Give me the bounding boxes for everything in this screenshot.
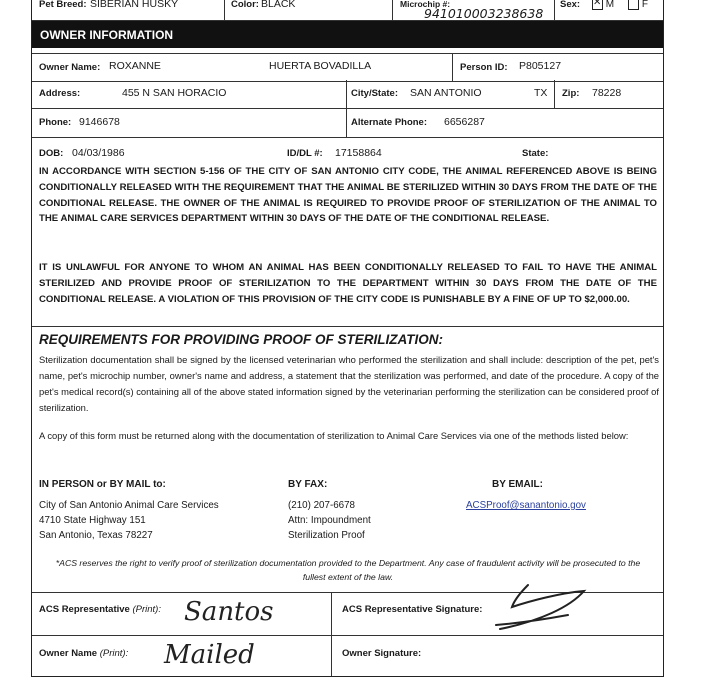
phone-value: 9146678: [79, 116, 120, 128]
mail-line-3: San Antonio, Texas 78227: [39, 530, 153, 541]
address-label: Address:: [39, 88, 81, 99]
city-state-label: City/State:: [351, 88, 398, 99]
microchip-label: Microchip #:: [400, 0, 451, 9]
address-row: [32, 80, 663, 109]
owner-info-header: [32, 21, 663, 48]
mail-line-2: 4710 State Highway 151: [39, 515, 146, 526]
acs-rep-name: Santos: [184, 597, 274, 627]
sex-label: Sex:: [560, 0, 581, 10]
mail-contact: [39, 477, 219, 543]
owner-signature-label: Owner Signature:: [342, 648, 422, 659]
owner-print-label: (Print):: [99, 648, 129, 659]
sex-f-label: F: [641, 0, 648, 11]
pet-breed-label: Pet Breed:: [39, 0, 87, 10]
requirements-title: REQUIREMENTS FOR PROVIDING PROOF OF STERILIZATION:: [39, 332, 444, 347]
dob-value: 04/03/1986: [72, 147, 125, 159]
owner-name-print-label: [39, 648, 128, 659]
acs-rep-label: [39, 604, 161, 615]
zip-value: 78228: [592, 87, 622, 99]
owner-first-name: ROXANNE: [109, 60, 161, 72]
email-heading: BY EMAIL:: [492, 479, 543, 490]
requirements-text-1: Sterilization documentation shall be signed by the licensed veterinarian who performed the sterilization and shall include: description of the pet, pet's name, pet's microchip number, owner's name and address, a statement that the sterilization was performed, and date of the procedure. A copy of the pet's medical record(s) containing all of the above stated information signed by the veterinarian performing the sterilization can be considered proof of sterilization.: [39, 354, 659, 413]
owner-name-print-label-text: Owner Name: [39, 648, 98, 659]
fax-line-3: Sterilization Proof: [288, 530, 365, 541]
legal-paragraph-1: IN ACCORDANCE WITH SECTION 5-156 OF THE CITY OF SAN ANTONIO CITY CODE, THE ANIMAL REFERENCED ABOVE IS BEING CONDITIONALLY RELEASED WITH THE REQUIREMENT THAT THE ANIMAL BE STERILIZED WITHIN 30 DAYS FROM THE DATE OF THE CONDITIONAL RELEASE. THE OWNER OF THE ANIMAL IS REQUIRED TO PROVIDE PROOF OF STERILIZATION OF THE ANIMAL TO THE ANIMAL CARE SERVICES DEPARTMENT WITHIN 30 DAYS OF THE DATE OF THE CONDITIONAL RELEASE.: [39, 166, 657, 225]
sterilization-release-form: [31, 0, 664, 677]
verification-note: *ACS reserves the right to verify proof of sterilization documentation provided to the Department. Any case of fraudulent activity will be prosecuted to the fullest extent of the law.: [55, 558, 641, 582]
pet-info-row: [32, 0, 663, 21]
legal-paragraph-2: IT IS UNLAWFUL FOR ANYONE TO WHOM AN ANIMAL HAS BEEN CONDITIONALLY RELEASED TO FAIL TO HAVE THE ANIMAL STERILIZED AND PROVIDE PROOF OF STERILIZATION TO THE DEPARTMENT WITHIN 30 DAYS FROM THE DATE OF THE CONDITIONAL RELEASE. A VIOLATION OF THIS PROVISION OF THE CITY CODE IS PUNISHABLE BY A FINE OF UP TO $2,000.00.: [39, 262, 657, 305]
id-dl-label: ID/DL #:: [287, 148, 323, 159]
owner-info-title: OWNER INFORMATION: [40, 28, 174, 42]
acs-rep-label-text: ACS Representative: [39, 604, 130, 615]
divider: [32, 326, 663, 327]
owner-signature-row: [32, 634, 663, 676]
mail-line-1: City of San Antonio Animal Care Services: [39, 500, 219, 511]
pet-breed-value: SIBERIAN HUSKY: [90, 0, 179, 10]
id-dl-value: 17158864: [335, 147, 382, 159]
dob-label: DOB:: [39, 148, 64, 159]
pet-color-value: BLACK: [261, 0, 296, 10]
fax-heading: BY FAX:: [288, 479, 328, 490]
owner-last-name: HUERTA BOVADILLA: [269, 60, 372, 72]
owner-name-label: Owner Name:: [39, 62, 101, 73]
email-contact: [466, 477, 586, 513]
sex-f-checkbox[interactable]: [628, 0, 639, 10]
state-id-label: State:: [522, 148, 549, 159]
requirements-text-2: A copy of this form must be returned along with the documentation of sterilization to Animal Care Services via one of the methods listed below:: [39, 430, 629, 441]
person-id-value: P805127: [519, 60, 562, 72]
phone-row: [32, 108, 663, 138]
city-value: SAN ANTONIO: [410, 87, 482, 99]
acs-signature-scrawl: [490, 579, 590, 635]
email-link[interactable]: ACSProof@sanantonio.gov: [466, 500, 586, 511]
mail-heading: IN PERSON or BY MAIL to:: [39, 479, 166, 490]
sex-m-checkbox[interactable]: [592, 0, 603, 10]
microchip-value: 941010003238638: [424, 6, 544, 21]
owner-name-row: [32, 53, 663, 82]
fax-line-1: (210) 207-6678: [288, 500, 355, 511]
fax-contact: [288, 477, 371, 543]
person-id-label: Person ID:: [460, 62, 508, 73]
alt-phone-value: 6656287: [444, 116, 485, 128]
alt-phone-label: Alternate Phone:: [351, 117, 428, 128]
phone-label: Phone:: [39, 117, 72, 128]
acs-signature-row: [32, 592, 663, 636]
owner-name-handwritten: Mailed: [164, 640, 255, 670]
zip-label: Zip:: [562, 88, 580, 99]
sex-m-label: M: [605, 0, 615, 11]
address-value: 455 N SAN HORACIO: [122, 87, 227, 99]
acs-signature-label: ACS Representative Signature:: [342, 604, 483, 615]
pet-color-label: Color:: [231, 0, 259, 10]
fax-line-2: Attn: Impoundment: [288, 515, 371, 526]
acs-rep-print-label: (Print):: [132, 604, 161, 615]
state-value: TX: [534, 87, 548, 99]
sex-options: [592, 0, 648, 10]
